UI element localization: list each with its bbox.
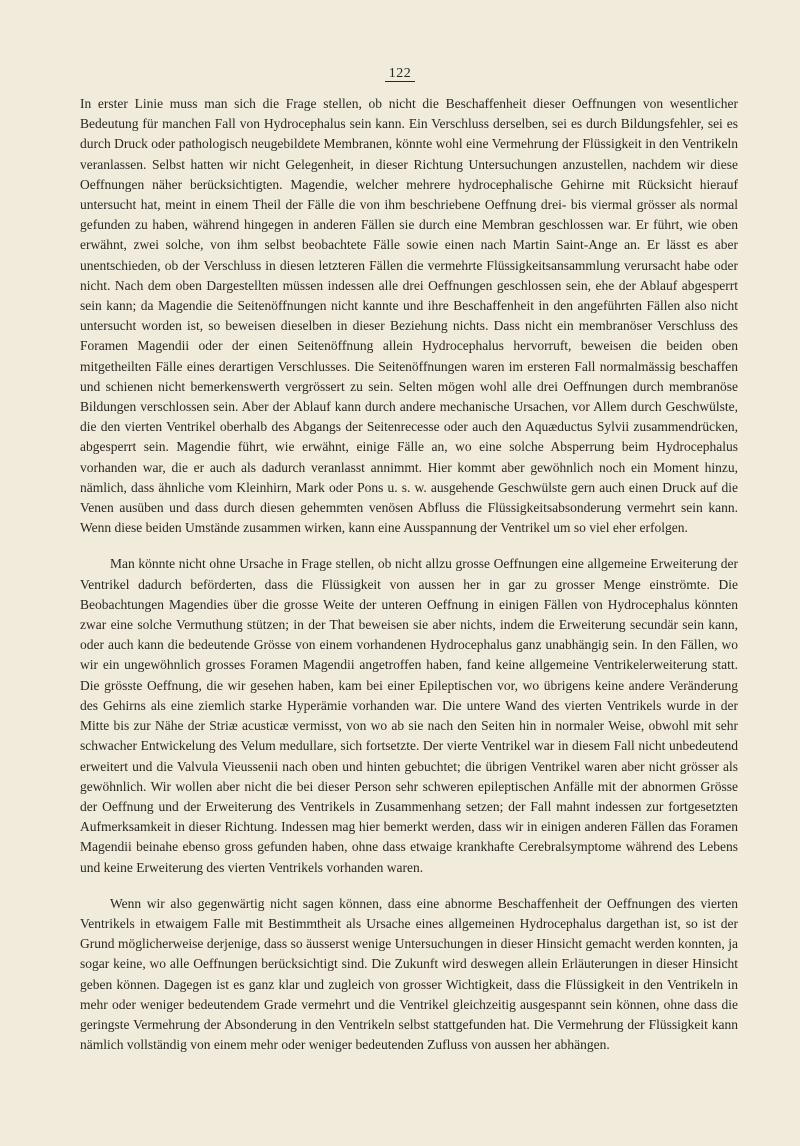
page-number (0, 66, 800, 82)
body-text (80, 94, 738, 1055)
paragraph-1: In erster Linie muss man sich die Frage stellen, ob nicht die Beschaffenheit dieser Oeffnungen von wesentlicher Bedeutung für manchen Fall von Hydrocephalus sein kann. Ein Verschluss derselben, sei es durch Bildungsfehler, sei es durch Druck oder pathologisch neugebildete Membranen, könnte wohl eine Vermehrung der Flüssigkeit in den Ventrikeln veranlassen. Selbst hatten wir nicht Gelegenheit, in dieser Richtung Untersuchungen anzustellen, nachdem wir diese Oeffnungen näher berücksichtigten. Magendie, welcher mehrere hydrocephalische Gehirne mit Rücksicht hierauf untersucht hat, meint in einem Theil der Fälle die von ihm beschriebene Oeffnung drei- bis viermal grösser als normal gefunden zu haben, während hingegen in anderen Fällen sie durch eine Membran geschlossen war. Er führt, wie oben erwähnt, zwei solche, von ihm selbst beobachtete Fälle sowie einen nach Martin Saint-Ange an. Er lässt es aber unentschieden, ob der Verschluss in diesen letzteren Fällen die vermehrte Flüssigkeitsansammlung verursacht habe oder nicht. Nach dem oben Dargestellten müssen indessen alle drei Oeffnungen geschlossen sein, ehe der Ablauf abgesperrt sein kann; da Magendie die Seitenöffnungen nicht kannte und ihre Beschaffenheit in den angeführten Fällen also nicht untersucht worden ist, so beweisen dieselben in dieser Beziehung nichts. Dass nicht ein membranöser Verschluss des Foramen Magendii oder der einen Seitenöffnung allein Hydrocephalus hervorruft, beweisen die beiden oben mitgetheilten Fälle eines derartigen Verschlusses. Die Seitenöffnungen waren im ersteren Fall normalmässig beschaffen und schienen nicht bemerkenswerth vergrössert zu sein. Selten mögen wohl alle drei Oeffnungen durch membranöse Bildungen verschlossen sein. Aber der Ablauf kann durch andere mechanische Ursachen, vor Allem durch Geschwülste, die den vierten Ventrikel oberhalb des Abgangs der Seitenrecesse oder auch den Aquæductus Sylvii zusammendrücken, abgesperrt sein. Magendie führt, wie erwähnt, einige Fälle an, wo eine solche Absperrung beim Hydrocephalus vorhanden war, die er auch als dadurch veranlasst annimmt. Hier kommt aber gewöhnlich noch ein Moment hinzu, nämlich, dass ähnliche vom Kleinhirn, Mark oder Pons u. s. w. ausgehende Geschwülste gern auch einen Druck auf die Venen ausüben und dass durch diesen gehemmten venösen Abfluss die Flüssigkeitsabsonderung vermehrt sein kann. Wenn diese beiden Umstände zusammen wirken, kann eine Ausspannung der Ventrikel um so viel eher erfolgen. (80, 96, 738, 536)
paragraph-3: Wenn wir also gegenwärtig nicht sagen können, dass eine abnorme Beschaffenheit der Oeffnungen des vierten Ventrikels in etwaigem Falle mit Bestimmtheit als Ursache eines allgemeinen Hydrocephalus dargethan ist, so ist der Grund möglicherweise derjenige, dass so äusserst wenige Untersuchungen in dieser Hinsicht gemacht werden konnten, ja sogar keine, wo alle Oeffnungen berücksichtigt sind. Die Zukunft wird deswegen allein Erläuterungen in dieser Hinsicht geben können. Dagegen ist es ganz klar und zugleich von grosser Wichtigkeit, dass die Flüssigkeit in den Ventrikeln in mehr oder weniger bedeutendem Grade vermehrt und die Ventrikel gleichzeitig ausgespannt sein können, ohne dass die geringste Vermehrung der Absonderung in den Ventrikeln selbst stattgefunden hat. Die Vermehrung der Flüssigkeit kann nämlich vollständig von einem mehr oder weniger bedeutenden Zufluss von aussen her abhängen. (80, 895, 738, 1053)
page-number-text: 122 (385, 66, 416, 82)
paragraph-2: Man könnte nicht ohne Ursache in Frage stellen, ob nicht allzu grosse Oeffnungen eine allgemeine Erweiterung der Ventrikel dadurch beförderten, dass die Flüssigkeit von aussen her in gar zu grosser Menge einströmte. Die Beobachtungen Magendies über die grosse Weite der unteren Oeffnung in einigen Fällen von Hydrocephalus könnten zwar eine solche Vermuthung stützen; in der That beweisen sie aber nichts, indem die Erweiterung secundär sein kann, oder auch kann die bedeutende Grösse von einem vorhandenen Hydrocephalus ganz unabhängig sein. In den Fällen, wo wir ein ungewöhnlich grosses Foramen Magendii angetroffen haben, fand keine allgemeine Ventrikelerweiterung statt. Die grösste Oeffnung, die wir gesehen haben, kam bei einer Epileptischen vor, wo übrigens keine andere Veränderung des Gehirns als eine ziemlich starke Hyperämie vorhanden war. Die untere Wand des vierten Ventrikels wurde in der Mitte bis zur Nähe der Striæ acusticæ vermisst, von wo ab sie nach den Seiten hin in normaler Weise, obwohl mit sehr schwacher Entwickelung des Velum medullare, sich fortsetzte. Der vierte Ventrikel war in diesem Fall nicht unbedeutend erweitert und die Valvula Vieussenii nach oben und hinten gebuchtet; die übrigen Ventrikel waren aber nicht grösser als gewöhnlich. Wir wollen aber nicht die bei dieser Person sehr schweren epileptischen Anfälle mit der abnormen Grösse der Oeffnung und der Erweiterung des Ventrikels in Zusammenhang setzen; der Fall mahnt indessen zur fortgesetzten Aufmerksamkeit in dieser Richtung. Indessen mag hier bemerkt werden, dass wir in einigen anderen Fällen das Foramen Magendii beinahe ebenso gross gefunden haben, ohne dass etwaige krankhafte Cerebralsymptome während des Lebens und keine Erweiterung des vierten Ventrikels vorhanden waren. (80, 556, 738, 875)
